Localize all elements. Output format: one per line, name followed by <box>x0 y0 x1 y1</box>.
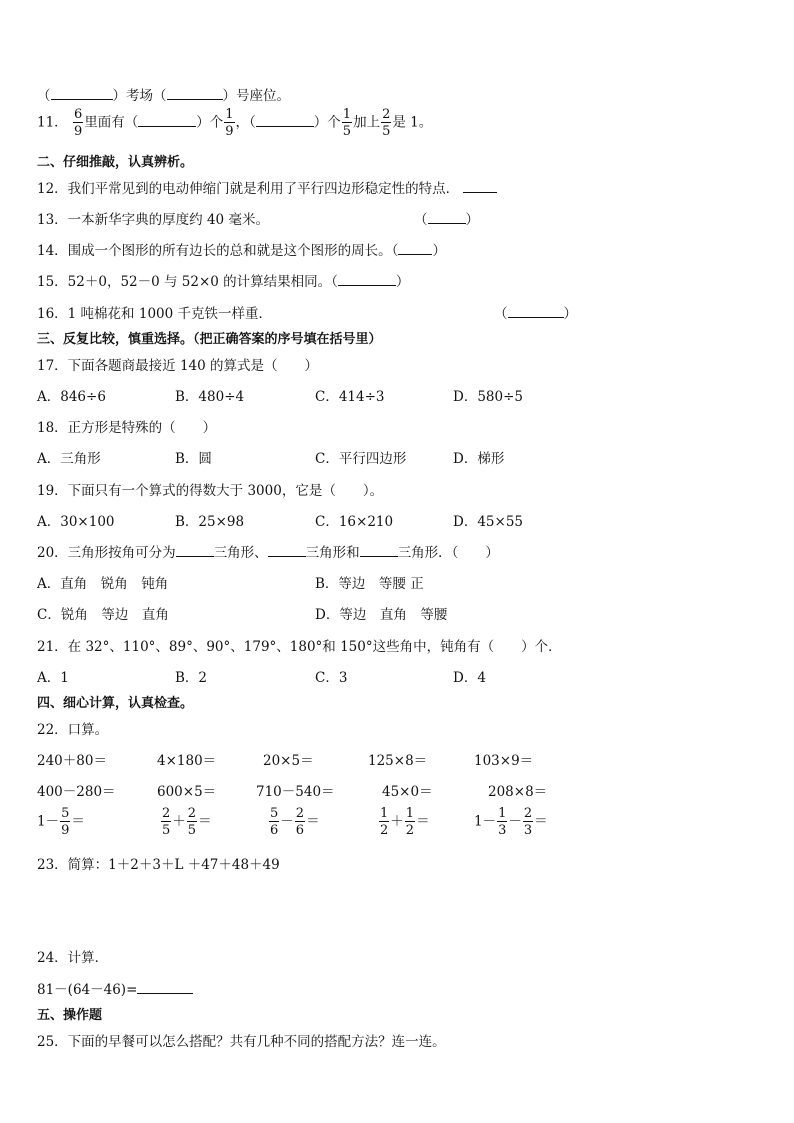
denominator: 9 <box>225 124 234 139</box>
question-text: 15．52＋0，52－0 与 52×0 的计算结果相同。（ <box>37 274 338 290</box>
denominator: 3 <box>523 823 533 838</box>
section-5-heading: 五、操作题 <box>37 1008 103 1023</box>
numerator: 2 <box>295 806 305 821</box>
question-text: 三角形．（ ） <box>397 545 499 561</box>
question-text: 13．一本新华字典的厚度约 40 毫米。 <box>37 212 269 228</box>
option-a[interactable]: A．30×100 <box>37 514 115 530</box>
denominator: 5 <box>382 124 391 139</box>
answer-blank[interactable] <box>176 544 214 557</box>
text: （ <box>37 88 51 104</box>
text: ＋ <box>172 813 186 830</box>
numerator: 2 <box>162 806 171 821</box>
oral-calc-item: 710－540＝ <box>256 784 335 800</box>
oral-calc-item: 600×5＝ <box>157 784 217 800</box>
question-16 <box>37 302 272 322</box>
option-b[interactable]: B．480÷4 <box>175 389 245 405</box>
section-4-heading: 四、细心计算，认真检查。 <box>37 696 194 711</box>
option-a[interactable]: A．三角形 <box>37 451 101 467</box>
text: ）号座位。 <box>222 88 290 104</box>
bracket-close: ） <box>563 306 577 322</box>
text: 1－ <box>474 813 497 830</box>
text: 1－ <box>37 813 60 830</box>
section-3-heading: 三、反复比较，慎重选择。（把正确答案的序号填在括号里） <box>37 332 382 347</box>
oral-calc-item: 103×9＝ <box>474 753 534 769</box>
answer-blank[interactable] <box>338 273 396 286</box>
text: ）个 <box>196 114 224 131</box>
option-a[interactable]: A．846÷6 <box>37 389 106 405</box>
denominator: 2 <box>405 823 415 838</box>
option-c[interactable]: C．3 <box>315 670 348 686</box>
numerator: 1 <box>498 806 507 821</box>
answer-blank[interactable] <box>256 114 314 127</box>
denominator: 5 <box>162 823 171 838</box>
numerator: 2 <box>523 806 533 821</box>
answer-bracket <box>494 302 577 322</box>
numerator: 1 <box>342 107 352 122</box>
option-c[interactable]: C．锐角 等边 直角 <box>37 607 169 623</box>
answer-blank[interactable] <box>137 981 193 994</box>
numerator: 1 <box>380 806 389 821</box>
answer-blank[interactable] <box>463 180 497 193</box>
question-12 <box>37 177 497 197</box>
fraction <box>224 108 234 138</box>
question-25: 25．下面的早餐可以怎么搭配？共有几种不同的搭配方法？连一连。 <box>37 1034 446 1050</box>
question-20 <box>37 541 499 561</box>
text: ，（ <box>235 114 256 131</box>
text: 里面有（ <box>84 114 139 131</box>
answer-bracket <box>414 208 479 228</box>
option-d[interactable]: D．580÷5 <box>453 389 523 405</box>
denominator: 2 <box>380 823 389 838</box>
numerator: 5 <box>270 806 279 821</box>
question-22: 22．口算。 <box>37 722 109 738</box>
question-text: 14．围成一个图形的所有边长的总和就是这个图形的周长。（ <box>37 243 399 259</box>
text: ＝ <box>198 813 212 830</box>
text: ）考场（ <box>112 88 167 104</box>
question-text: 12．我们平常见到的电动伸缩门就是利用了平行四边形稳定性的特点． <box>37 181 460 197</box>
denominator: 3 <box>498 823 507 838</box>
question-text: 三角形和 <box>305 545 360 561</box>
fraction <box>295 807 305 837</box>
question-13 <box>37 208 269 228</box>
text: ＝ <box>534 813 548 830</box>
question-24: 24．计算． <box>37 950 109 966</box>
option-c[interactable]: C．414÷3 <box>315 389 385 405</box>
answer-blank[interactable] <box>360 544 398 557</box>
numerator: 6 <box>73 107 83 122</box>
fraction <box>187 807 197 837</box>
oral-calc-item: 4×180＝ <box>157 753 217 769</box>
question-19: 19．下面只有一个算式的得数大于 3000，它是（ ）。 <box>37 483 384 499</box>
denominator: 5 <box>187 823 197 838</box>
fraction <box>405 807 415 837</box>
answer-blank[interactable] <box>508 305 564 318</box>
section-2-heading: 二、仔细推敲，认真辨析。 <box>37 155 194 170</box>
question-15 <box>37 270 409 290</box>
fraction <box>73 108 83 138</box>
fraction <box>60 807 70 837</box>
oral-calc-item: 400－280＝ <box>37 784 116 800</box>
option-d[interactable]: D．4 <box>453 670 486 686</box>
question-text: 三角形、 <box>213 545 268 561</box>
option-c[interactable]: C．16×210 <box>315 514 394 530</box>
numerator: 2 <box>382 107 391 122</box>
denominator: 6 <box>295 823 305 838</box>
denominator: 6 <box>270 823 279 838</box>
numerator: 5 <box>61 806 70 821</box>
text: － <box>508 813 522 830</box>
question-18: 18．正方形是特殊的（ ） <box>37 420 217 436</box>
denominator: 9 <box>73 124 83 139</box>
numerator: 2 <box>187 806 197 821</box>
text: ）个 <box>313 114 341 131</box>
oral-calc-item <box>160 807 212 837</box>
question-23: 23．简算：1＋2＋3＋L ＋47＋48＋49 <box>37 857 280 873</box>
option-b[interactable]: B．2 <box>175 670 208 686</box>
question-number: 11． <box>37 114 68 131</box>
oral-calc-item <box>268 807 320 837</box>
oral-calc-item: 20×5＝ <box>263 753 314 769</box>
oral-calc-item <box>378 807 430 837</box>
oral-calc-item: 240＋80＝ <box>37 753 107 769</box>
question-21: 21．在 32°、110°、89°、90°、179°、180°和 150°这些角中，钝角有（ ）个． <box>37 639 562 655</box>
question-text: 20．三角形按角可分为 <box>37 545 176 561</box>
expression: 81－(64－46)= <box>37 982 138 998</box>
fraction <box>497 807 507 837</box>
answer-blank[interactable] <box>167 87 223 100</box>
option-b[interactable]: B．圆 <box>175 451 212 467</box>
answer-blank[interactable] <box>51 87 113 100</box>
text: － <box>280 813 294 830</box>
denominator: 9 <box>61 823 70 838</box>
option-d[interactable]: D．梯形 <box>453 451 505 467</box>
question-24-expression <box>37 978 193 998</box>
option-a[interactable]: A．1 <box>37 670 69 686</box>
fraction <box>523 807 533 837</box>
bracket-open: （ <box>494 306 508 322</box>
denominator: 5 <box>342 124 352 139</box>
question-text: 16．1 吨棉花和 1000 千克铁一样重． <box>37 306 272 322</box>
option-b[interactable]: B．等边 等腰 正 <box>315 576 424 592</box>
bracket-open: （ <box>414 212 428 228</box>
text: 加上 <box>353 114 381 131</box>
fraction <box>379 807 389 837</box>
question-11 <box>37 108 432 138</box>
text: ＝ <box>71 813 85 830</box>
oral-calc-item: 208×8＝ <box>488 784 548 800</box>
fraction <box>269 807 279 837</box>
bracket-close: ） <box>395 274 410 290</box>
answer-blank[interactable] <box>428 211 466 224</box>
option-d[interactable]: D．等边 直角 等腰 <box>315 607 448 623</box>
oral-calc-item: 45×0＝ <box>382 784 433 800</box>
text: 是 1。 <box>392 114 433 131</box>
option-c[interactable]: C．平行四边形 <box>315 451 407 467</box>
answer-blank[interactable] <box>398 242 432 255</box>
oral-calc-item: 125×8＝ <box>368 753 428 769</box>
question-14 <box>37 239 446 259</box>
fraction <box>381 108 391 138</box>
text: ＝ <box>306 813 320 830</box>
option-b[interactable]: B．25×98 <box>175 514 245 530</box>
option-a[interactable]: A．直角 锐角 钝角 <box>37 576 169 592</box>
option-d[interactable]: D．45×55 <box>453 514 523 530</box>
fraction <box>161 807 171 837</box>
text: ＝ <box>416 813 430 830</box>
numerator: 1 <box>405 806 415 821</box>
question-17: 17．下面各题商最接近 140 的算式是（ ） <box>37 358 319 374</box>
fraction <box>342 108 352 138</box>
bracket-close: ） <box>432 243 446 259</box>
answer-blank[interactable] <box>138 114 196 127</box>
numerator: 1 <box>225 107 234 122</box>
bracket-close: ） <box>465 212 479 228</box>
answer-blank[interactable] <box>268 544 306 557</box>
oral-calc-item <box>37 807 85 837</box>
text: ＋ <box>390 813 404 830</box>
oral-calc-item <box>474 807 548 837</box>
seat-info-line <box>37 84 290 104</box>
